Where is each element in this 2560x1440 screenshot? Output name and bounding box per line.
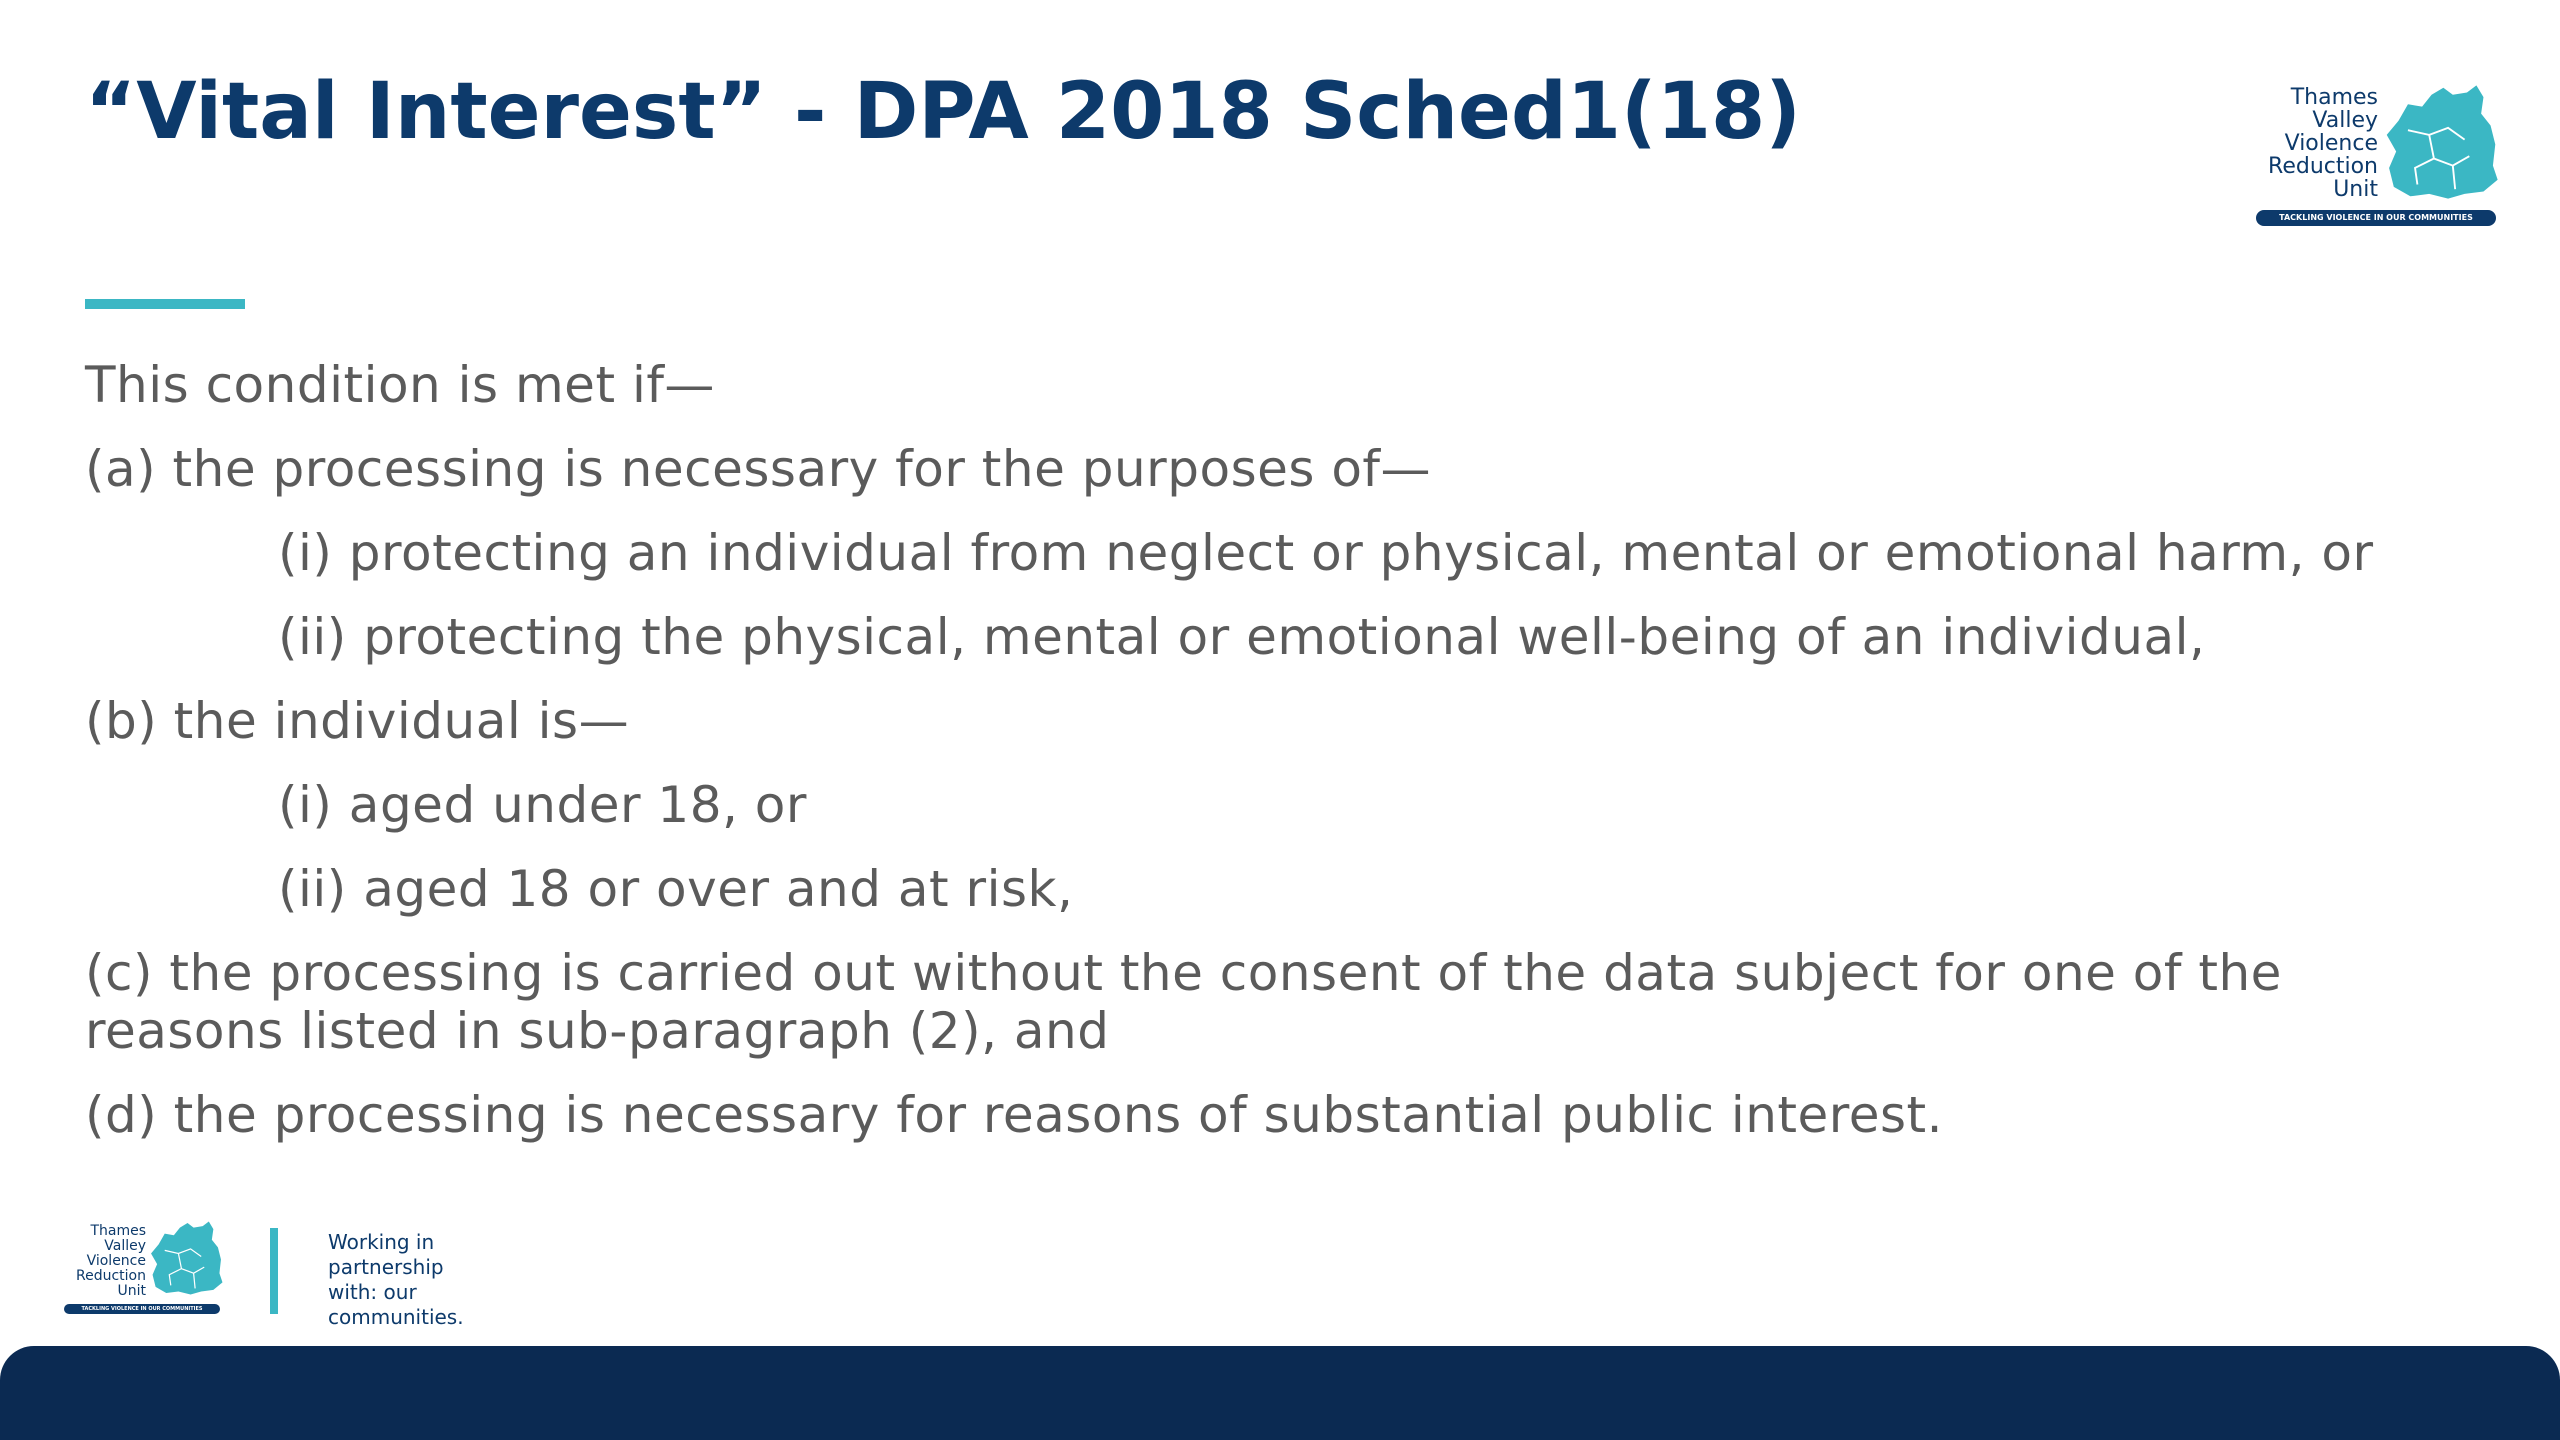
logo-line: Reduction xyxy=(76,1268,146,1284)
thames-valley-map-icon xyxy=(2382,82,2500,202)
logo-line: Reduction xyxy=(2268,154,2378,179)
footer-divider xyxy=(270,1228,278,1314)
logo-text xyxy=(2250,86,2378,201)
logo-text xyxy=(62,1224,146,1299)
logo-line: Valley xyxy=(104,1238,146,1254)
condition-b-i: (i) aged under 18, or xyxy=(278,776,807,834)
condition-b-ii: (ii) aged 18 or over and at risk, xyxy=(278,860,1074,918)
condition-c: (c) the processing is carried out without the consent of the data subject for one of the reasons listed in sub-paragraph (2), and xyxy=(85,944,2282,1060)
condition-text xyxy=(85,356,2485,1144)
thames-valley-map-icon xyxy=(148,1218,224,1298)
condition-d: (d) the processing is necessary for reasons of substantial public interest. xyxy=(85,1086,1944,1144)
logo-tagline: TACKLING VIOLENCE IN OUR COMMUNITIES xyxy=(2256,210,2496,226)
logo-tagline: TACKLING VIOLENCE IN OUR COMMUNITIES xyxy=(64,1304,220,1314)
partnership-line: partnership xyxy=(328,1255,444,1279)
logo-line: Unit xyxy=(117,1283,146,1299)
condition-a: (a) the processing is necessary for the purposes of— xyxy=(85,440,1432,498)
partnership-line: with: our xyxy=(328,1280,417,1304)
slide-title: “Vital Interest” - DPA 2018 Sched1(18) xyxy=(85,67,1801,157)
condition-a-i: (i) protecting an individual from neglect or physical, mental or emotional harm, or xyxy=(278,524,2374,582)
logo-bottom xyxy=(62,1218,222,1318)
footer-band xyxy=(0,1346,2560,1440)
partnership-text xyxy=(328,1230,528,1330)
logo-line: Unit xyxy=(2333,177,2378,202)
title-accent-bar xyxy=(85,299,245,309)
logo-line: Violence xyxy=(86,1253,146,1269)
partnership-line: Working in xyxy=(328,1230,435,1254)
condition-intro: This condition is met if— xyxy=(85,356,715,414)
logo-line: Thames xyxy=(90,1223,146,1239)
logo-line: Violence xyxy=(2284,131,2378,156)
logo-line: Valley xyxy=(2312,108,2378,133)
logo-line: Thames xyxy=(2290,85,2378,110)
partnership-line: communities. xyxy=(328,1305,464,1329)
logo-top xyxy=(2250,82,2500,232)
condition-b: (b) the individual is— xyxy=(85,692,630,750)
condition-a-ii: (ii) protecting the physical, mental or emotional well-being of an individual, xyxy=(278,608,2206,666)
